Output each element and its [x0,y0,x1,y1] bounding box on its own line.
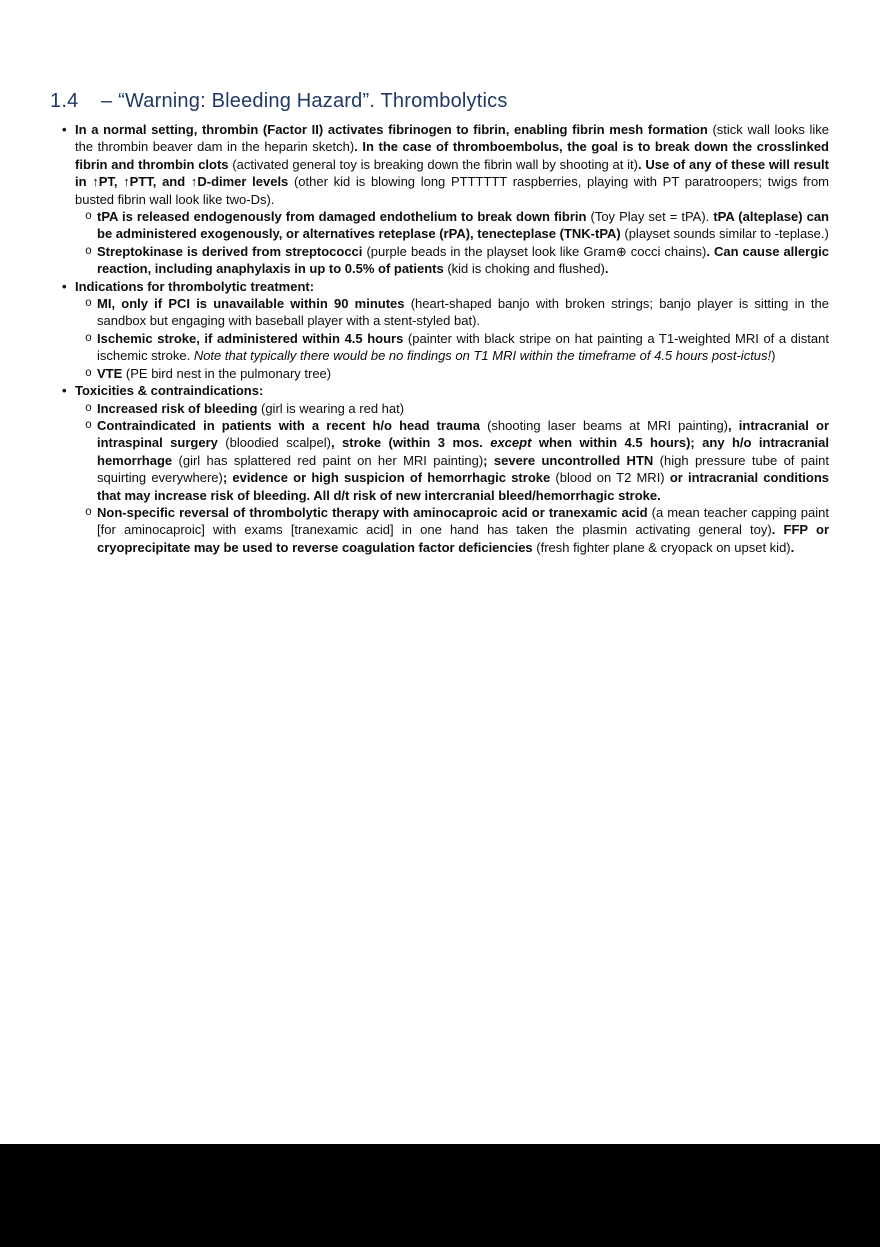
text-segment: (Toy Play set = tPA). [590,209,714,225]
list-item-text [97,365,829,382]
bullet-marker: • [62,383,67,399]
text-segment: (PE bird nest in the pulmonary tree) [125,365,332,381]
text-segment: (playset sounds similar to -teplase.) [624,226,829,242]
list-item-text [97,295,829,330]
text-segment: , stroke (within 3 mos. [331,435,491,451]
text-segment: (other kid is blowing long PTTTTTT raspberries, playing with PT paratroopers; twigs from busted fibrin wall look like two-Ds). [75,174,829,207]
list-item [62,278,829,295]
text-segment: (high pressure tube of paint squirting everywhere) [97,452,829,486]
list-item-text [97,417,829,504]
text-segment: ; evidence or high suspicion of hemorrhagic stroke [222,470,556,486]
text-segment: (a mean teacher capping paint [for aminocaproic] with exams [tranexamic acid] in one hand has taken the plasmin activating general toy) [97,504,829,538]
text-segment: MI, only if PCI is unavailable within 90 minutes [97,296,411,312]
text-segment: (heart-shaped banjo with broken strings; banjo player is sitting in the sandbox but engaging with baseball player with a stent-styled bat). [97,296,829,329]
letterbox-bottom [0,1144,880,1247]
list-item [85,208,829,243]
text-segment: Non-specific reversal of thrombolytic therapy with aminocaproic acid or tranexamic acid [97,504,652,520]
text-segment: In a normal setting, thrombin (Factor II) activates fibrinogen to fibrin, enabling fibrin mesh formation [75,122,713,137]
text-segment: (stick wall looks like the thrombin beaver dam in the heparin sketch) [75,122,829,155]
text-segment: Contraindicated in patients with a recent h/o head trauma [97,417,488,433]
section-title [50,88,880,114]
list-item-text [97,504,829,556]
text-segment: (fresh fighter plane & cryopack on upset kid) [536,539,791,555]
list-item-text [75,382,829,399]
list-item-text [97,208,829,243]
text-segment: except [490,435,532,451]
text-segment: Note that typically there would be no findings on T1 MRI within the timeframe of 4.5 hours post-ictus! [193,348,772,364]
text-segment: (bloodied scalpel) [225,435,331,451]
text-segment: (purple beads in the playset look like Gram⊕ cocci chains) [366,243,707,259]
text-segment: (activated general toy is breaking down the fibrin wall by shooting at it) [232,156,638,172]
text-segment: ) [771,348,776,364]
text-segment: (girl has splattered red paint on her MRI painting) [178,452,484,468]
text-segment: (kid is choking and flushed) [447,261,605,277]
text-segment: ; severe uncontrolled HTN [483,452,660,468]
list-item [85,504,829,556]
list-item-text [75,121,829,208]
text-segment: . [790,539,795,555]
bullet-marker: • [62,278,67,294]
bullet-marker: o [85,244,92,258]
document-body [0,121,829,556]
list-item-text [97,330,829,365]
list-item [85,330,829,365]
text-segment: VTE [97,365,126,381]
section-number: 1.4 [50,90,79,112]
text-segment: tPA is released endogenously from damaged endothelium to break down fibrin [97,209,591,225]
list-item-text [97,243,829,278]
list-item [62,382,829,399]
text-segment: Streptokinase is derived from streptococci [97,243,367,259]
bullet-marker: • [62,122,67,137]
bullet-marker: o [85,331,92,345]
text-segment: . Can cause allergic reaction, including anaphylaxis in up to 0.5% of patients [97,243,829,277]
text-segment: Toxicities & contraindications: [75,383,264,399]
bullet-marker: o [85,418,92,432]
text-segment: Indications for thrombolytic treatment: [75,278,315,294]
bullet-marker: o [85,210,92,224]
text-segment: or intracranial conditions that may increase risk of bleeding. All d/t risk of new intercranial bleed/hemorrhagic stroke. [97,470,829,503]
bullet-marker: o [85,366,92,380]
text-segment: (girl is wearing a red hat) [261,400,405,416]
list-item [85,295,829,330]
list-item-text [97,400,829,417]
text-segment: Increased risk of bleeding [97,400,261,416]
text-segment: . FFP or cryoprecipitate may be used to reverse coagulation factor deficiencies [97,522,829,555]
list-item [85,417,829,504]
text-segment: (blood on T2 MRI) [555,470,670,486]
list-item [85,365,829,382]
text-segment: (shooting laser beams at MRI painting) [487,417,729,433]
text-segment: when within 4.5 hours); any h/o intracranial hemorrhage [97,435,829,468]
text-segment: . In the case of thromboembolus, the goal is to break down the crosslinked fibrin and thrombin clots [75,139,829,172]
list-item-text [75,278,829,295]
bullet-marker: o [85,505,92,519]
text-segment: Ischemic stroke, if administered within 4.5 hours [97,330,408,346]
text-segment: (painter with black stripe on hat painting a T1-weighted MRI of a distant ischemic stroke. [97,330,829,364]
text-segment: , intracranial or intraspinal surgery [97,417,829,451]
bullet-marker: o [85,297,92,311]
list-item [85,243,829,278]
text-segment: tPA (alteplase) can be administered exogenously, or alternatives reteplase (rPA), tenecteplase (TNK-tPA) [97,209,829,242]
list-item [85,400,829,417]
text-segment: . Use of any of these will result in ↑PT, ↑PTT, and ↑D-dimer levels [75,156,829,190]
bullet-marker: o [85,401,92,415]
text-segment: . [604,261,609,277]
section-title-text: – “Warning: Bleeding Hazard”. Thrombolytics [101,90,508,112]
list-item [62,121,829,208]
